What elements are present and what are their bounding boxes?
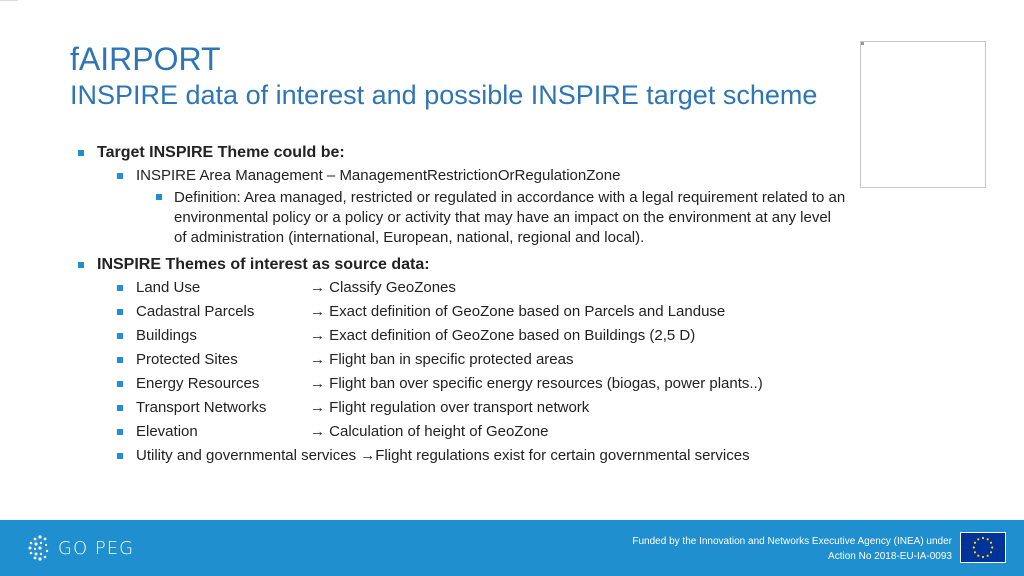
bullet-square-icon <box>117 405 123 411</box>
source-item-name: Buildings <box>136 327 197 344</box>
bullet-square-icon <box>117 173 123 179</box>
gopeg-dots-icon <box>28 535 52 561</box>
bullet-square-icon <box>117 333 123 339</box>
source-item <box>117 348 898 372</box>
bullet-square-icon <box>156 194 162 200</box>
funding-line: Action No 2018-EU-IA-0093 <box>828 551 952 562</box>
slide-title-block <box>70 40 817 112</box>
bullet-target-theme <box>117 164 898 188</box>
source-item <box>117 396 898 420</box>
arrow-right-icon: → <box>310 327 325 344</box>
source-item-desc: Classify GeoZones <box>329 279 456 296</box>
source-item-name: Utility and governmental services <box>136 447 361 464</box>
bullet-target-heading <box>78 142 898 164</box>
source-item-name: Elevation <box>136 423 198 440</box>
gopeg-logo-text: GO PEG <box>58 537 135 559</box>
source-item-desc: Exact definition of GeoZone based on Buildings (2,5 D) <box>329 327 696 344</box>
arrow-right-icon: → <box>310 351 325 368</box>
source-item <box>117 300 898 324</box>
definition-line: Definition: Area managed, restricted or regulated in accordance with a legal requirement related to an <box>174 189 846 206</box>
bullet-square-icon <box>78 262 84 268</box>
target-heading-text: Target INSPIRE Theme could be: <box>97 144 345 161</box>
slide-content <box>78 142 898 468</box>
source-item-last <box>117 444 898 468</box>
slide-title: fAIRPORT <box>70 41 221 77</box>
source-item-desc: Flight regulations exist for certain governmental services <box>375 447 750 464</box>
bullet-square-icon <box>117 309 123 315</box>
arrow-right-icon: → <box>310 279 325 296</box>
bullet-square-icon <box>117 453 123 459</box>
source-item-name: Land Use <box>136 279 201 296</box>
source-item-name: Energy Resources <box>136 375 260 392</box>
arrow-right-icon: → <box>310 399 325 416</box>
source-item-name: Cadastral Parcels <box>136 303 255 320</box>
slide-corner-mark <box>0 0 18 4</box>
eu-stars-icon <box>961 533 1005 562</box>
arrow-right-icon: → <box>310 303 325 320</box>
bullet-definition <box>156 188 898 248</box>
definition-line: environmental policy or a policy or activity that may have an impact on the environment at any level <box>174 209 831 226</box>
source-item-name: Transport Networks <box>136 399 267 416</box>
source-item <box>117 276 898 300</box>
image-placeholder-mark <box>861 42 864 45</box>
bullet-source-heading <box>78 254 898 276</box>
source-item <box>117 324 898 348</box>
source-item-desc: Calculation of height of GeoZone <box>329 423 549 440</box>
funding-text <box>632 534 952 564</box>
slide-subtitle: INSPIRE data of interest and possible INSPIRE target scheme <box>70 80 818 110</box>
source-item <box>117 372 898 396</box>
funding-line: Funded by the Innovation and Networks Executive Agency (INEA) under <box>632 536 952 547</box>
source-item-desc: Exact definition of GeoZone based on Parcels and Landuse <box>329 303 726 320</box>
footer-bar <box>0 520 1024 576</box>
definition-line: of administration (international, European, national, regional and local). <box>174 229 645 246</box>
source-item-name: Protected Sites <box>136 351 238 368</box>
arrow-right-icon: → <box>310 375 325 392</box>
source-item-desc: Flight regulation over transport network <box>329 399 590 416</box>
bullet-square-icon <box>78 150 84 156</box>
target-theme-text: INSPIRE Area Management – ManagementRestrictionOrRegulationZone <box>136 167 621 184</box>
source-item-desc: Flight ban in specific protected areas <box>329 351 574 368</box>
eu-flag-icon <box>960 532 1006 563</box>
source-heading-text: INSPIRE Themes of interest as source data: <box>97 256 430 273</box>
bullet-square-icon <box>117 357 123 363</box>
source-item-desc: Flight ban over specific energy resources (biogas, power plants..) <box>329 375 763 392</box>
source-item <box>117 420 898 444</box>
arrow-right-icon: → <box>360 447 376 464</box>
gopeg-logo <box>28 535 134 561</box>
bullet-square-icon <box>117 429 123 435</box>
arrow-right-icon: → <box>310 423 325 440</box>
bullet-square-icon <box>117 381 123 387</box>
bullet-square-icon <box>117 285 123 291</box>
